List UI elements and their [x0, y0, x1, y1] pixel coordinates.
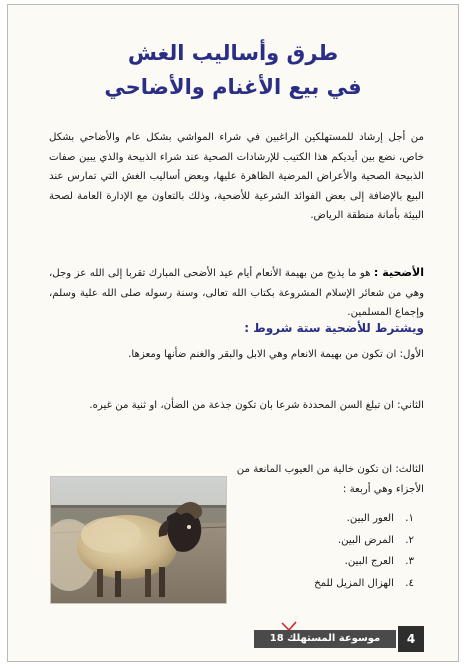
page-subtitle: في بيع الأغنام والأضاحي — [104, 75, 362, 99]
sheep-photo — [50, 476, 227, 604]
adhiya-text: هو ما يذبح من بهيمة الأنعام أيام عيد الأضحى المبارك تقربا إلى الله عز وجل، وهي من شعائر الإسلام المشروعة بكتاب الله تعالى، وسنة رسوله صلى الله علية وسلم، وإجماع المسلمين. — [49, 268, 424, 318]
intro-paragraph: من أجل إرشاد للمستهلكين الراغبين في شراء المواشي بشكل عام والأضاحي بشكل خاص، نضع بين أيديكم هذا الكتيب للإرشادات الصحية عند شراء الذبيحة والذي يبين صفات الذبيحة الصحية والأعراض المرضية الظاهرة عليها، وبعض أساليب الغش التي تمارس عند البيع بالإضافة إلى بعض الفوائد الشرعية للأضحية، وذلك بالتعاون مع الإدارة العامة لصحة البيئة بأمانة منطقة الرياض. — [49, 132, 424, 221]
adhiya-term: الأضحية : — [373, 266, 424, 279]
defects-list — [234, 508, 414, 594]
list-item: ٢. المرض البين. — [337, 534, 414, 546]
condition-first: الأول: ان تكون من بهيمة الانعام وهي الابل والبقر والغنم ضأنها ومعزها. — [128, 349, 424, 360]
condition-third: الثالث: ان تكون خالية من العيوب المانعة من الأجزاء وهي أربعة : — [236, 464, 424, 495]
list-item: ٣. العرج البين. — [344, 556, 414, 567]
page-number-badge: 4 — [398, 626, 424, 652]
condition-second: الثاني: ان تبلغ السن المحددة شرعا بان تكون جذعة من الضأن، او ثنية من غيره. — [89, 400, 424, 411]
list-item: ١. العور البين. — [346, 513, 414, 524]
adhiya-definition — [49, 263, 424, 323]
sheep-illustration — [50, 477, 226, 604]
publication-label: موسوعة المستهلك 18 — [254, 630, 396, 648]
conditions-heading: ويشترط للأضحية ستة شروط : — [244, 321, 424, 335]
list-item: ٤. الهزال المزيل للمخ — [314, 577, 414, 589]
page-title: طرق وأساليب الغش — [127, 41, 339, 65]
